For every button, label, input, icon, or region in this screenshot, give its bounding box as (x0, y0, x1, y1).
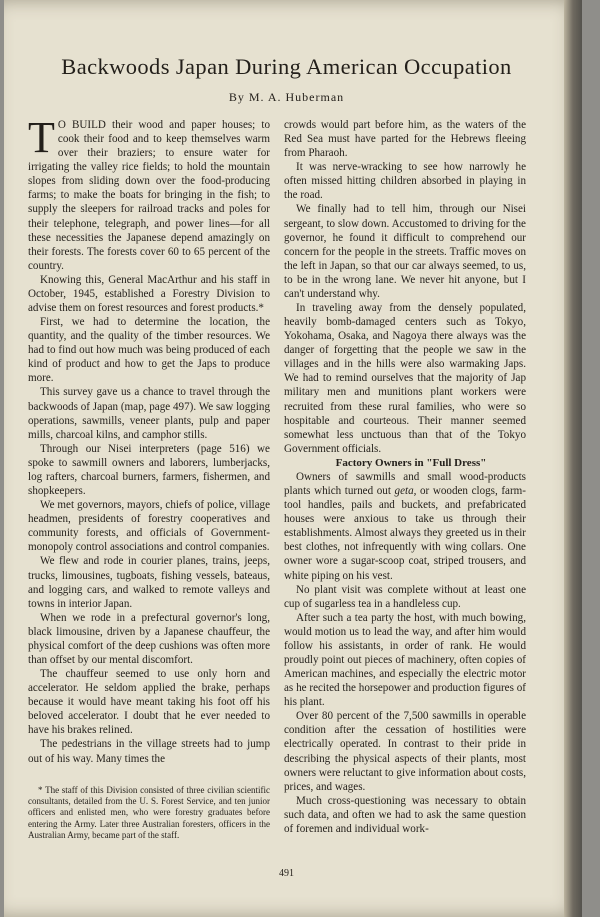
drop-cap: T (28, 113, 55, 162)
section-subheading: Factory Owners in "Full Dress" (335, 456, 487, 469)
paragraph: We met governors, mayors, chiefs of police, village headmen, presidents of forestry cooperatives and community forests, and officials of Government-monopoly control associations and control companies. (28, 499, 270, 554)
paragraph: In traveling away from the densely populated, heavily bomb-damaged centers such as Tokyo, Yokohama, Osaka, and Nagoya there always was the danger of forgetting that the people we saw in the villages and in the hills were also warmaking Japs. We had to remind ourselves that the majority of Jap military men and munitions plant workers were recruited from these rural families, who were so hospitable and courteous. Their manner seemed somewhat less unctuous than that of the Tokyo Government officials. (284, 302, 526, 455)
footnote: * The staff of this Division consisted of three civilian scientific consultants, detailed from the U. S. Forest Service, and ten junior officers and enlisted men, who were forestry graduates before entering the Army. Later three Australian foresters, officers in the Australian Army, became part of the staff. (28, 785, 270, 840)
paragraph-text: Owners of sawmills and small wood-products plants which turned out (284, 470, 526, 498)
paragraph-text: or wooden clogs, farm-tool handles, pails and buckets, and prefabricated houses were anxious to take us through their establishments. Almost always they greeted us in their best clothes, not infrequently with wing collars. One owner wore a sugar-scoop coat, striped trousers, and white piping on his vest. (284, 485, 526, 582)
text-column-right (284, 118, 526, 836)
paragraph: When we rode in a prefectural governor's long, black limousine, driven by a Japanese chauffeur, the physical comfort of the deep cushions was often more than offset by our mental discomfort. (28, 611, 270, 666)
text-column-left (28, 113, 270, 766)
paragraph: crowds would part before him, as the waters of the Red Sea must have parted for the Hebrews fleeing from Pharaoh. (284, 119, 526, 160)
article-byline: By M. A. Huberman (228, 90, 345, 104)
magazine-page (4, 0, 582, 917)
paragraph: We finally had to tell him, through our Nisei sergeant, to slow down. Accustomed to driving for the governor, he found it difficult to comprehend our concern for the people in the streets. Traffic moves on the left in Japan, so that our car always seemed, to us, to be in the wrong lane. We never hit anyone, but I can't understand why. (284, 203, 526, 300)
paragraph: Much cross-questioning was necessary to obtain such data, and often we had to ask the same question of foremen and individual work- (284, 794, 526, 835)
page-number: 491 (279, 868, 294, 879)
paragraph: Through our Nisei interpreters (page 516) we spoke to sawmill owners and laborers, lumberjacks, log rafters, charcoal burners, farmers, fishermen, and shopkeepers. (28, 442, 270, 498)
paragraph: First, we had to determine the location, the quantity, and the quality of the timber resources. We had to find out how much was being produced of each kind of product and how to get the Japs to produce more. (28, 316, 270, 385)
article-title: Backwoods Japan During American Occupation (61, 54, 512, 79)
paragraph: The chauffeur seemed to use only horn and accelerator. He seldom applied the brake, perhaps because it would have meant taking his foot off his beloved accelerator. I doubt that he ever needed to have his brakes relined. (28, 668, 270, 737)
paragraph: No plant visit was complete without at least one cup of sugarless tea in a handleless cup. (284, 583, 526, 610)
paragraph: We flew and rode in courier planes, trains, jeeps, trucks, limousines, tugboats, fishing vessels, bateaus, and logging cars, and walked to remote valleys and towns in interior Japan. (28, 555, 270, 610)
paragraph: Over 80 percent of the 7,500 sawmills in operable condition after the cessation of hostilities were electrically operated. In contrast to their pride in describing the physical aspects of their plants, most owners were reluctant to give information about costs, prices, and wages. (284, 710, 526, 793)
italic-term: geta, (394, 485, 417, 498)
paragraph (284, 470, 526, 583)
page-edge-shadow (564, 0, 582, 917)
paragraph: This survey gave us a chance to travel through the backwoods of Japan (map, page 497). We saw logging operations, sawmills, veneer plants, pulp and paper mills, charcoal kilns, and camphor stills. (28, 386, 270, 441)
paragraph: After such a tea party the host, with much bowing, would motion us to lead the way, and after him would follow his assistants, in order of rank. He would proudly point out pieces of machinery, often copies of American machines, and especially the electric motor as he recited the horsepower and production figures of his plant. (284, 611, 526, 709)
paragraph: It was nerve-wracking to see how narrowly he often missed hitting children absorbed in playing in the road. (284, 161, 526, 202)
paragraph-text: O BUILD their wood and paper houses; to cook their food and to keep themselves warm over their braziers; to ensure water for irrigating the valley rice fields; to hold the mountain slopes from sliding down over the food-producing farms; to make the boats for bringing in the fish; to supply the sleepers for railroad tracks and poles for their telephone, telegraph, and power lines—for all these necessities the Japanese depend amazingly on their forests. The forests cover 60 to 65 percent of the country. (28, 119, 270, 272)
paragraph (28, 113, 270, 273)
paragraph: Knowing this, General MacArthur and his staff in October, 1945, established a Forestry Division to advise them on forest resources and forest products.* (28, 273, 270, 315)
paragraph: The pedestrians in the village streets had to jump out of his way. Many times the (28, 738, 270, 765)
